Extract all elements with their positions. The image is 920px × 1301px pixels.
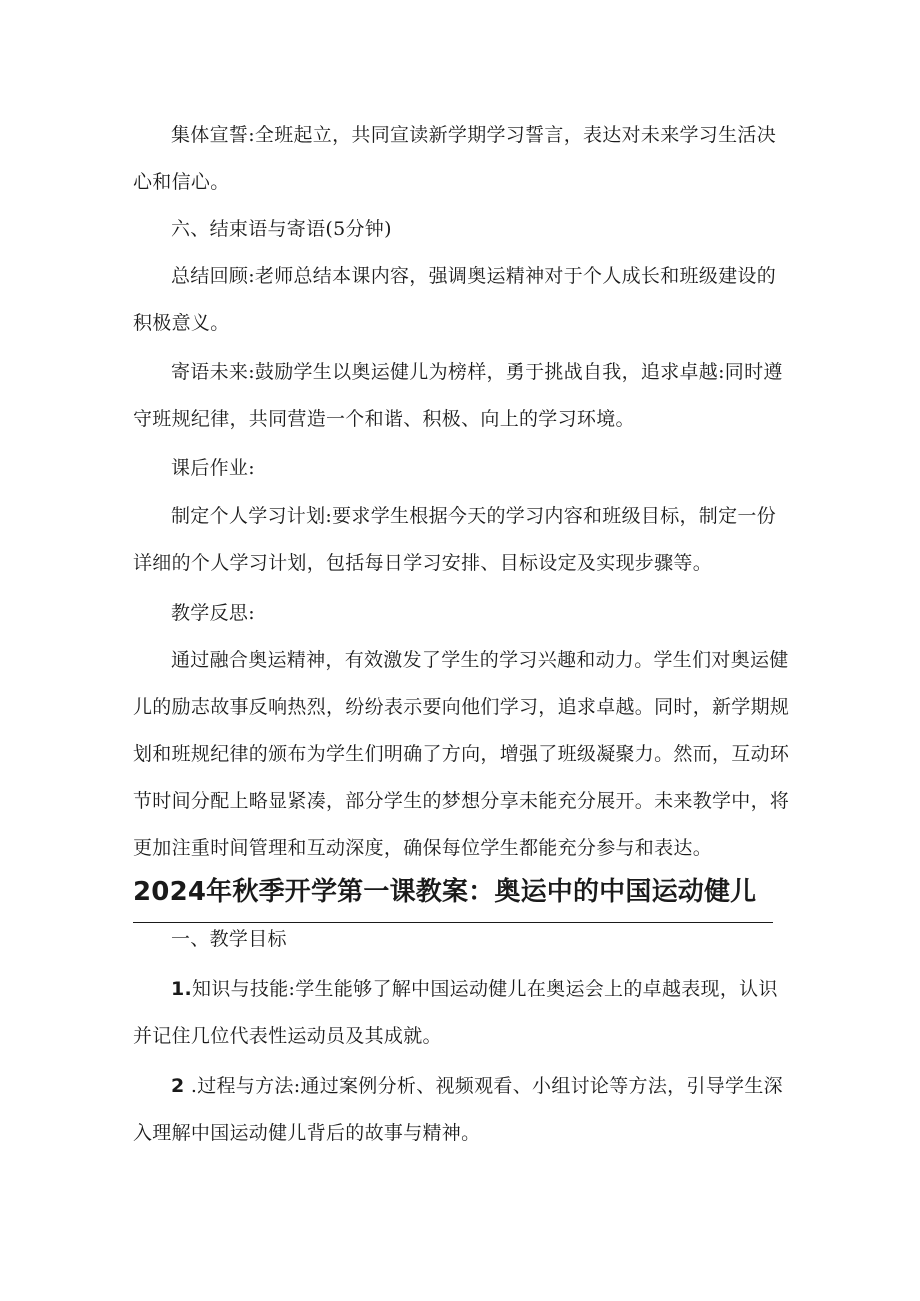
heading-teaching-goals: 一、教学目标 [171,928,287,950]
goal-item-2-text: .过程与方法:通过案例分析、视频观看、小组讨论等方法，引导学生深入理解中国运动健儿背后的故事与精神。 [133,1075,783,1144]
paragraph-wishes: 寄语未来:鼓励学生以奥运健儿为榜样，勇于挑战自我，追求卓越:同时遵守班规纪律，共同营造一个和谐、积极、向上的学习环境。 [133,361,783,430]
goal-item-1-text: 知识与技能:学生能够了解中国运动健儿在奥运会上的卓越表现，认识并记住几位代表性运动员及其成就。 [133,978,778,1047]
paragraph-reflection: 通过融合奥运精神，有效激发了学生的学习兴趣和动力。学生们对奥运健儿的励志故事反响热烈，纷纷表示要向他们学习，追求卓越。同时，新学期规划和班规纪律的颁布为学生们明确了方向，增强了班级凝聚力。然而，互动环节时间分配上略显紧凑，部分学生的梦想分享未能充分展开。未来教学中，将更加注重时间管理和互动深度，确保每位学生都能充分参与和表达。 [133,649,790,859]
goal-item-1-number: 1. [171,978,193,1000]
document-title: 2024年秋季开学第一课教案：奥运中的中国运动健儿 [133,862,773,923]
heading-reflection: 教学反思: [171,602,255,624]
paragraph-summary: 总结回顾:老师总结本课内容，强调奥运精神对于个人成长和班级建设的积极意义。 [133,265,777,334]
goal-item-2-number: 2 [171,1075,185,1097]
section-heading-closing: 六、结束语与寄语(5分钟) [171,218,392,240]
goal-item-1 [133,966,793,1060]
goal-item-2 [133,1063,793,1157]
paragraph-homework: 制定个人学习计划:要求学生根据今天的学习内容和班级目标，制定一份详细的个人学习计划，包括每日学习安排、目标设定及实现步骤等。 [133,505,777,574]
paragraph-oath: 集体宣誓:全班起立，共同宣读新学期学习誓言，表达对未来学习生活决心和信心。 [133,124,777,193]
heading-homework: 课后作业: [171,457,255,479]
